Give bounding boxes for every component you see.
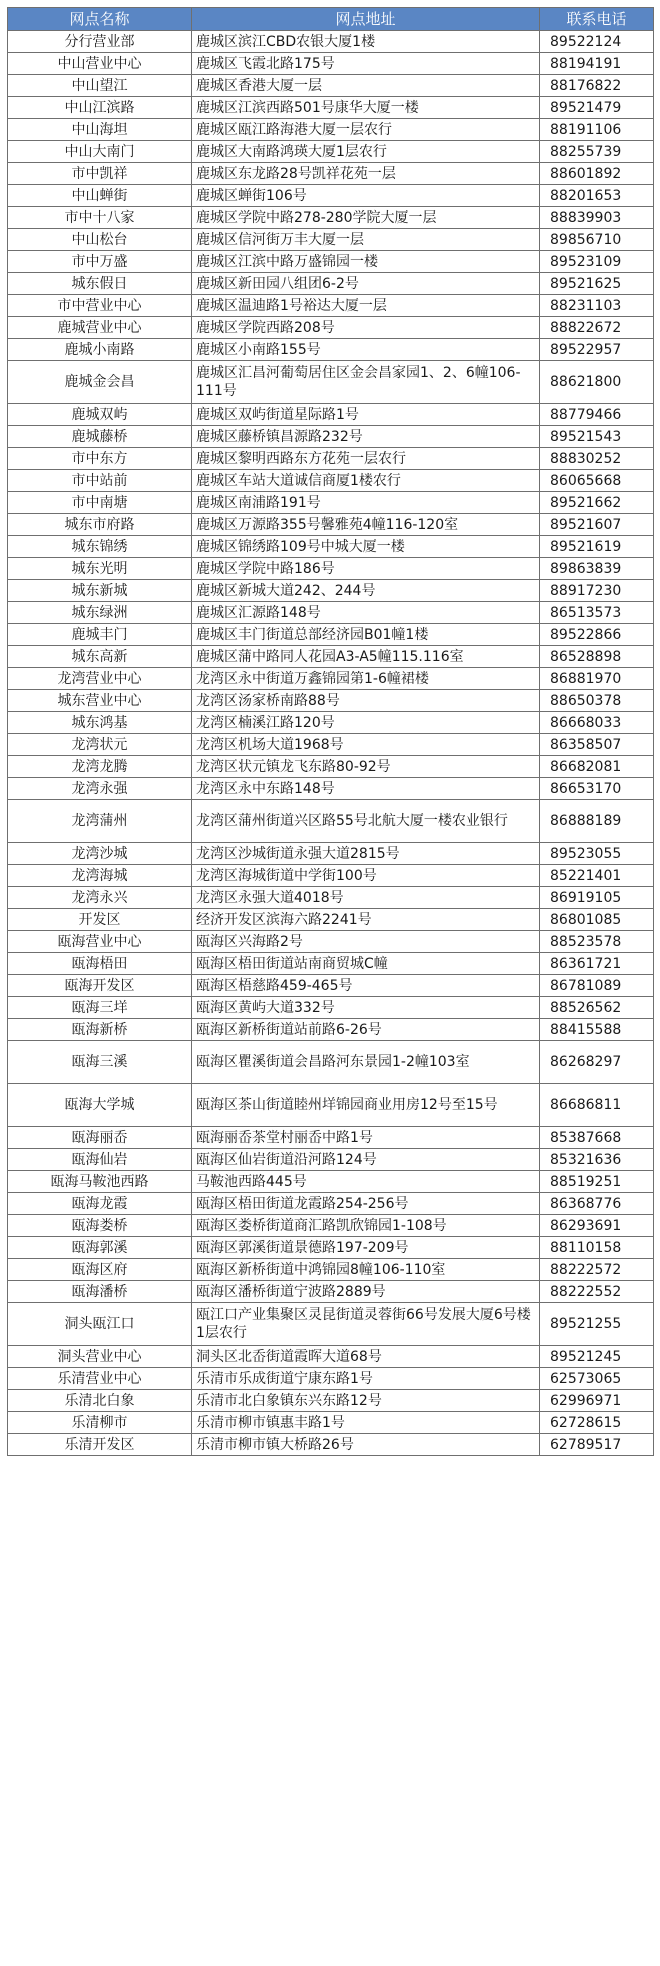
contact-phone-cell: 89522866 bbox=[540, 624, 654, 646]
branch-name-cell: 瓯海区府 bbox=[8, 1259, 192, 1281]
table-row bbox=[8, 1237, 654, 1259]
branch-name-cell: 市中万盛 bbox=[8, 251, 192, 273]
branch-address-cell: 龙湾区永强大道4018号 bbox=[192, 887, 540, 909]
branch-name-cell: 龙湾龙腾 bbox=[8, 756, 192, 778]
branch-address-cell: 鹿城区新城大道242、244号 bbox=[192, 580, 540, 602]
branch-address-cell: 鹿城区汇源路148号 bbox=[192, 602, 540, 624]
branch-address-cell: 鹿城区车站大道诚信商厦1楼农行 bbox=[192, 470, 540, 492]
branch-name-cell: 乐清柳市 bbox=[8, 1412, 192, 1434]
table-row bbox=[8, 1041, 654, 1084]
table-row bbox=[8, 997, 654, 1019]
branch-name-cell: 城东绿洲 bbox=[8, 602, 192, 624]
table-row bbox=[8, 756, 654, 778]
contact-phone-cell: 88621800 bbox=[540, 361, 654, 404]
table-row bbox=[8, 339, 654, 361]
table-row bbox=[8, 163, 654, 185]
table-row bbox=[8, 1281, 654, 1303]
table-row bbox=[8, 185, 654, 207]
branch-address-cell: 鹿城区大南路鸿瑛大厦1层农行 bbox=[192, 141, 540, 163]
branch-address-cell: 龙湾区沙城街道永强大道2815号 bbox=[192, 843, 540, 865]
table-row bbox=[8, 909, 654, 931]
branch-address-cell: 龙湾区机场大道1968号 bbox=[192, 734, 540, 756]
branch-name-cell: 瓯海三溪 bbox=[8, 1041, 192, 1084]
contact-phone-cell: 88526562 bbox=[540, 997, 654, 1019]
branch-name-cell: 分行营业部 bbox=[8, 31, 192, 53]
branch-name-cell: 瓯海马鞍池西路 bbox=[8, 1171, 192, 1193]
contact-phone-cell: 89523109 bbox=[540, 251, 654, 273]
branch-name-cell: 城东锦绣 bbox=[8, 536, 192, 558]
branch-name-cell: 瓯海大学城 bbox=[8, 1084, 192, 1127]
table-row bbox=[8, 1193, 654, 1215]
table-row bbox=[8, 53, 654, 75]
contact-phone-cell: 88519251 bbox=[540, 1171, 654, 1193]
contact-phone-cell: 89863839 bbox=[540, 558, 654, 580]
contact-phone-cell: 89856710 bbox=[540, 229, 654, 251]
branch-name-cell: 洞头瓯江口 bbox=[8, 1303, 192, 1346]
contact-phone-cell: 62789517 bbox=[540, 1434, 654, 1456]
contact-phone-cell: 86801085 bbox=[540, 909, 654, 931]
table-row bbox=[8, 75, 654, 97]
contact-phone-cell: 86919105 bbox=[540, 887, 654, 909]
branch-name-cell: 市中营业中心 bbox=[8, 295, 192, 317]
contact-phone-cell: 86358507 bbox=[540, 734, 654, 756]
branch-name-cell: 瓯海新桥 bbox=[8, 1019, 192, 1041]
branch-name-cell: 洞头营业中心 bbox=[8, 1346, 192, 1368]
table-row bbox=[8, 251, 654, 273]
branch-name-cell: 乐清北白象 bbox=[8, 1390, 192, 1412]
branch-name-cell: 瓯海郭溪 bbox=[8, 1237, 192, 1259]
branch-address-cell: 瓯海区兴海路2号 bbox=[192, 931, 540, 953]
branch-address-cell: 鹿城区学院西路208号 bbox=[192, 317, 540, 339]
contact-phone-cell: 88415588 bbox=[540, 1019, 654, 1041]
contact-phone-cell: 89521245 bbox=[540, 1346, 654, 1368]
table-row bbox=[8, 229, 654, 251]
contact-phone-cell: 89521479 bbox=[540, 97, 654, 119]
branch-address-cell: 乐清市乐成街道宁康东路1号 bbox=[192, 1368, 540, 1390]
contact-phone-cell: 88176822 bbox=[540, 75, 654, 97]
branch-name-cell: 龙湾永强 bbox=[8, 778, 192, 800]
branch-name-cell: 市中凯祥 bbox=[8, 163, 192, 185]
branch-address-cell: 龙湾区状元镇龙飞东路80-92号 bbox=[192, 756, 540, 778]
table-row bbox=[8, 207, 654, 229]
branch-address-cell: 瓯海区郭溪街道景德路197-209号 bbox=[192, 1237, 540, 1259]
contact-phone-cell: 85321636 bbox=[540, 1149, 654, 1171]
branch-address-cell: 瓯海丽岙茶堂村丽岙中路1号 bbox=[192, 1127, 540, 1149]
contact-phone-cell: 88222552 bbox=[540, 1281, 654, 1303]
table-row bbox=[8, 602, 654, 624]
contact-phone-cell: 88191106 bbox=[540, 119, 654, 141]
branch-address-cell: 鹿城区汇昌河葡萄居住区金会昌家园1、2、6幢106-111号 bbox=[192, 361, 540, 404]
branch-name-cell: 瓯海龙霞 bbox=[8, 1193, 192, 1215]
contact-phone-cell: 89522124 bbox=[540, 31, 654, 53]
branch-name-cell: 乐清开发区 bbox=[8, 1434, 192, 1456]
branch-address-cell: 乐清市北白象镇东兴东路12号 bbox=[192, 1390, 540, 1412]
branch-name-cell: 鹿城小南路 bbox=[8, 339, 192, 361]
branch-name-cell: 开发区 bbox=[8, 909, 192, 931]
table-row bbox=[8, 536, 654, 558]
branch-address-cell: 龙湾区永中东路148号 bbox=[192, 778, 540, 800]
header-branch-address: 网点地址 bbox=[192, 8, 540, 31]
contact-phone-cell: 88194191 bbox=[540, 53, 654, 75]
branch-address-cell: 乐清市柳市镇惠丰路1号 bbox=[192, 1412, 540, 1434]
branch-name-cell: 城东假日 bbox=[8, 273, 192, 295]
table-row bbox=[8, 470, 654, 492]
branch-address-cell: 龙湾区汤家桥南路88号 bbox=[192, 690, 540, 712]
contact-phone-cell: 86881970 bbox=[540, 668, 654, 690]
contact-phone-cell: 86682081 bbox=[540, 756, 654, 778]
table-row bbox=[8, 887, 654, 909]
contact-phone-cell: 89522957 bbox=[540, 339, 654, 361]
branch-address-cell: 瓯江口产业集聚区灵昆街道灵蓉街66号发展大厦6号楼1层农行 bbox=[192, 1303, 540, 1346]
contact-phone-cell: 89521619 bbox=[540, 536, 654, 558]
branch-address-cell: 鹿城区温迪路1号裕达大厦一层 bbox=[192, 295, 540, 317]
table-row bbox=[8, 273, 654, 295]
contact-phone-cell: 88779466 bbox=[540, 404, 654, 426]
table-row bbox=[8, 931, 654, 953]
branch-name-cell: 瓯海梧田 bbox=[8, 953, 192, 975]
contact-phone-cell: 86888189 bbox=[540, 800, 654, 843]
branch-name-cell: 瓯海营业中心 bbox=[8, 931, 192, 953]
branch-address-cell: 龙湾区蒲州街道兴区路55号北航大厦一楼农业银行 bbox=[192, 800, 540, 843]
contact-phone-cell: 86528898 bbox=[540, 646, 654, 668]
table-row bbox=[8, 558, 654, 580]
branch-name-cell: 中山大南门 bbox=[8, 141, 192, 163]
branch-name-cell: 鹿城金会昌 bbox=[8, 361, 192, 404]
table-row bbox=[8, 953, 654, 975]
branch-address-cell: 瓯海区梧慈路459-465号 bbox=[192, 975, 540, 997]
table-row bbox=[8, 404, 654, 426]
contact-phone-cell: 62573065 bbox=[540, 1368, 654, 1390]
table-row bbox=[8, 141, 654, 163]
table-row bbox=[8, 1346, 654, 1368]
branch-address-cell: 鹿城区学院中路186号 bbox=[192, 558, 540, 580]
branch-address-cell: 鹿城区万源路355号馨雅苑4幢116-120室 bbox=[192, 514, 540, 536]
table-row bbox=[8, 778, 654, 800]
branch-address-cell: 鹿城区学院中路278-280学院大厦一层 bbox=[192, 207, 540, 229]
contact-phone-cell: 85387668 bbox=[540, 1127, 654, 1149]
branch-name-cell: 瓯海仙岩 bbox=[8, 1149, 192, 1171]
branch-name-cell: 龙湾蒲州 bbox=[8, 800, 192, 843]
branch-name-cell: 瓯海娄桥 bbox=[8, 1215, 192, 1237]
table-header bbox=[8, 8, 654, 31]
branch-address-cell: 瓯海区娄桥街道商汇路凯欣锦园1-108号 bbox=[192, 1215, 540, 1237]
table-row bbox=[8, 1127, 654, 1149]
branch-address-cell: 龙湾区楠溪江路120号 bbox=[192, 712, 540, 734]
contact-phone-cell: 85221401 bbox=[540, 865, 654, 887]
branch-address-cell: 瓯海区仙岩街道沿河路124号 bbox=[192, 1149, 540, 1171]
branch-address-cell: 鹿城区南浦路191号 bbox=[192, 492, 540, 514]
table-row bbox=[8, 1390, 654, 1412]
branch-address-cell: 鹿城区丰门街道总部经济园B01幢1楼 bbox=[192, 624, 540, 646]
branch-address-cell: 龙湾区海城街道中学街100号 bbox=[192, 865, 540, 887]
branch-name-cell: 城东光明 bbox=[8, 558, 192, 580]
branch-name-cell: 城东新城 bbox=[8, 580, 192, 602]
table-row bbox=[8, 1215, 654, 1237]
branch-name-cell: 中山江滨路 bbox=[8, 97, 192, 119]
contact-phone-cell: 88839903 bbox=[540, 207, 654, 229]
branch-address-cell: 马鞍池西路445号 bbox=[192, 1171, 540, 1193]
branch-address-cell: 鹿城区锦绣路109号中城大厦一楼 bbox=[192, 536, 540, 558]
contact-phone-cell: 86781089 bbox=[540, 975, 654, 997]
table-row bbox=[8, 1019, 654, 1041]
table-row bbox=[8, 295, 654, 317]
table-row bbox=[8, 97, 654, 119]
header-contact-phone: 联系电话 bbox=[540, 8, 654, 31]
branch-name-cell: 城东鸿基 bbox=[8, 712, 192, 734]
contact-phone-cell: 86668033 bbox=[540, 712, 654, 734]
branch-name-cell: 中山松台 bbox=[8, 229, 192, 251]
branch-name-cell: 瓯海丽岙 bbox=[8, 1127, 192, 1149]
branch-address-cell: 瓯海区新桥街道站前路6-26号 bbox=[192, 1019, 540, 1041]
contact-phone-cell: 88650378 bbox=[540, 690, 654, 712]
branch-address-cell: 鹿城区信河街万丰大厦一层 bbox=[192, 229, 540, 251]
branch-address-cell: 瓯海区潘桥街道宁波路2889号 bbox=[192, 1281, 540, 1303]
branch-address-cell: 瓯海区新桥街道中鸿锦园8幢106-110室 bbox=[192, 1259, 540, 1281]
contact-phone-cell: 88110158 bbox=[540, 1237, 654, 1259]
branch-name-cell: 中山营业中心 bbox=[8, 53, 192, 75]
branch-name-cell: 市中十八家 bbox=[8, 207, 192, 229]
branch-address-cell: 鹿城区东龙路28号凯祥花苑一层 bbox=[192, 163, 540, 185]
table-row bbox=[8, 1434, 654, 1456]
branch-name-cell: 鹿城藤桥 bbox=[8, 426, 192, 448]
contact-phone-cell: 88222572 bbox=[540, 1259, 654, 1281]
branch-name-cell: 城东高新 bbox=[8, 646, 192, 668]
contact-phone-cell: 89523055 bbox=[540, 843, 654, 865]
contact-phone-cell: 86368776 bbox=[540, 1193, 654, 1215]
contact-phone-cell: 88830252 bbox=[540, 448, 654, 470]
table-row bbox=[8, 646, 654, 668]
branch-name-cell: 鹿城双屿 bbox=[8, 404, 192, 426]
contact-phone-cell: 88601892 bbox=[540, 163, 654, 185]
table-body bbox=[8, 31, 654, 1456]
branch-name-cell: 乐清营业中心 bbox=[8, 1368, 192, 1390]
branch-address-cell: 瓯海区茶山街道睦州垟锦园商业用房12号至15号 bbox=[192, 1084, 540, 1127]
table-row bbox=[8, 690, 654, 712]
branch-address-cell: 鹿城区新田园八组团6-2号 bbox=[192, 273, 540, 295]
branch-name-cell: 市中东方 bbox=[8, 448, 192, 470]
header-branch-name: 网点名称 bbox=[8, 8, 192, 31]
branch-name-cell: 龙湾沙城 bbox=[8, 843, 192, 865]
table-row bbox=[8, 800, 654, 843]
branch-address-cell: 鹿城区黎明西路东方花苑一层农行 bbox=[192, 448, 540, 470]
table-row bbox=[8, 448, 654, 470]
contact-phone-cell: 89521662 bbox=[540, 492, 654, 514]
table-row bbox=[8, 119, 654, 141]
branch-address-cell: 鹿城区滨江CBD农银大厦1楼 bbox=[192, 31, 540, 53]
branch-address-cell: 洞头区北岙街道霞晖大道68号 bbox=[192, 1346, 540, 1368]
table-row bbox=[8, 1259, 654, 1281]
branch-name-cell: 中山海坦 bbox=[8, 119, 192, 141]
branch-address-cell: 瓯海区黄屿大道332号 bbox=[192, 997, 540, 1019]
branch-name-cell: 龙湾海城 bbox=[8, 865, 192, 887]
branch-name-cell: 瓯海开发区 bbox=[8, 975, 192, 997]
branch-table bbox=[7, 7, 654, 1456]
branch-address-cell: 鹿城区飞霞北路175号 bbox=[192, 53, 540, 75]
branch-name-cell: 中山蝉街 bbox=[8, 185, 192, 207]
branch-address-cell: 瓯海区瞿溪街道会昌路河东景园1-2幢103室 bbox=[192, 1041, 540, 1084]
table-row bbox=[8, 492, 654, 514]
branch-name-cell: 鹿城丰门 bbox=[8, 624, 192, 646]
branch-address-cell: 乐清市柳市镇大桥路26号 bbox=[192, 1434, 540, 1456]
branch-address-cell: 鹿城区小南路155号 bbox=[192, 339, 540, 361]
branch-name-cell: 龙湾状元 bbox=[8, 734, 192, 756]
branch-address-cell: 瓯海区梧田街道站南商贸城C幢 bbox=[192, 953, 540, 975]
contact-phone-cell: 88822672 bbox=[540, 317, 654, 339]
branch-address-cell: 鹿城区江滨中路万盛锦园一楼 bbox=[192, 251, 540, 273]
contact-phone-cell: 89521543 bbox=[540, 426, 654, 448]
contact-phone-cell: 62996971 bbox=[540, 1390, 654, 1412]
branch-address-cell: 鹿城区瓯江路海港大厦一层农行 bbox=[192, 119, 540, 141]
header-row bbox=[8, 8, 654, 31]
table-row bbox=[8, 975, 654, 997]
branch-address-cell: 鹿城区双屿街道星际路1号 bbox=[192, 404, 540, 426]
table-row bbox=[8, 624, 654, 646]
branch-address-cell: 龙湾区永中街道万鑫锦园第1-6幢裙楼 bbox=[192, 668, 540, 690]
contact-phone-cell: 88201653 bbox=[540, 185, 654, 207]
table-row bbox=[8, 1149, 654, 1171]
contact-phone-cell: 86268297 bbox=[540, 1041, 654, 1084]
branch-name-cell: 城东营业中心 bbox=[8, 690, 192, 712]
contact-phone-cell: 86513573 bbox=[540, 602, 654, 624]
branch-address-cell: 鹿城区蝉街106号 bbox=[192, 185, 540, 207]
branch-address-cell: 鹿城区香港大厦一层 bbox=[192, 75, 540, 97]
table-row bbox=[8, 843, 654, 865]
table-row bbox=[8, 712, 654, 734]
branch-address-cell: 鹿城区藤桥镇昌源路232号 bbox=[192, 426, 540, 448]
contact-phone-cell: 88523578 bbox=[540, 931, 654, 953]
branch-name-cell: 中山望江 bbox=[8, 75, 192, 97]
contact-phone-cell: 86293691 bbox=[540, 1215, 654, 1237]
contact-phone-cell: 86686811 bbox=[540, 1084, 654, 1127]
contact-phone-cell: 88917230 bbox=[540, 580, 654, 602]
table-row bbox=[8, 1368, 654, 1390]
branch-address-cell: 鹿城区江滨西路501号康华大厦一楼 bbox=[192, 97, 540, 119]
contact-phone-cell: 89521255 bbox=[540, 1303, 654, 1346]
table-row bbox=[8, 361, 654, 404]
table-row bbox=[8, 668, 654, 690]
branch-name-cell: 市中站前 bbox=[8, 470, 192, 492]
branch-name-cell: 龙湾营业中心 bbox=[8, 668, 192, 690]
branch-name-cell: 鹿城营业中心 bbox=[8, 317, 192, 339]
table-row bbox=[8, 1412, 654, 1434]
contact-phone-cell: 88231103 bbox=[540, 295, 654, 317]
table-row bbox=[8, 580, 654, 602]
branch-address-cell: 鹿城区蒲中路同人花园A3-A5幢115.116室 bbox=[192, 646, 540, 668]
contact-phone-cell: 86361721 bbox=[540, 953, 654, 975]
branch-name-cell: 城东市府路 bbox=[8, 514, 192, 536]
branch-address-cell: 瓯海区梧田街道龙霞路254-256号 bbox=[192, 1193, 540, 1215]
branch-name-cell: 瓯海三垟 bbox=[8, 997, 192, 1019]
branch-name-cell: 龙湾永兴 bbox=[8, 887, 192, 909]
branch-name-cell: 瓯海潘桥 bbox=[8, 1281, 192, 1303]
table-row bbox=[8, 1171, 654, 1193]
table-row bbox=[8, 1084, 654, 1127]
table-row bbox=[8, 514, 654, 536]
table-row bbox=[8, 31, 654, 53]
contact-phone-cell: 89521625 bbox=[540, 273, 654, 295]
table-row bbox=[8, 317, 654, 339]
branch-address-cell: 经济开发区滨海六路2241号 bbox=[192, 909, 540, 931]
table-row bbox=[8, 865, 654, 887]
contact-phone-cell: 86065668 bbox=[540, 470, 654, 492]
contact-phone-cell: 86653170 bbox=[540, 778, 654, 800]
contact-phone-cell: 88255739 bbox=[540, 141, 654, 163]
contact-phone-cell: 89521607 bbox=[540, 514, 654, 536]
table-row bbox=[8, 734, 654, 756]
contact-phone-cell: 62728615 bbox=[540, 1412, 654, 1434]
table-row bbox=[8, 1303, 654, 1346]
table-row bbox=[8, 426, 654, 448]
branch-name-cell: 市中南塘 bbox=[8, 492, 192, 514]
